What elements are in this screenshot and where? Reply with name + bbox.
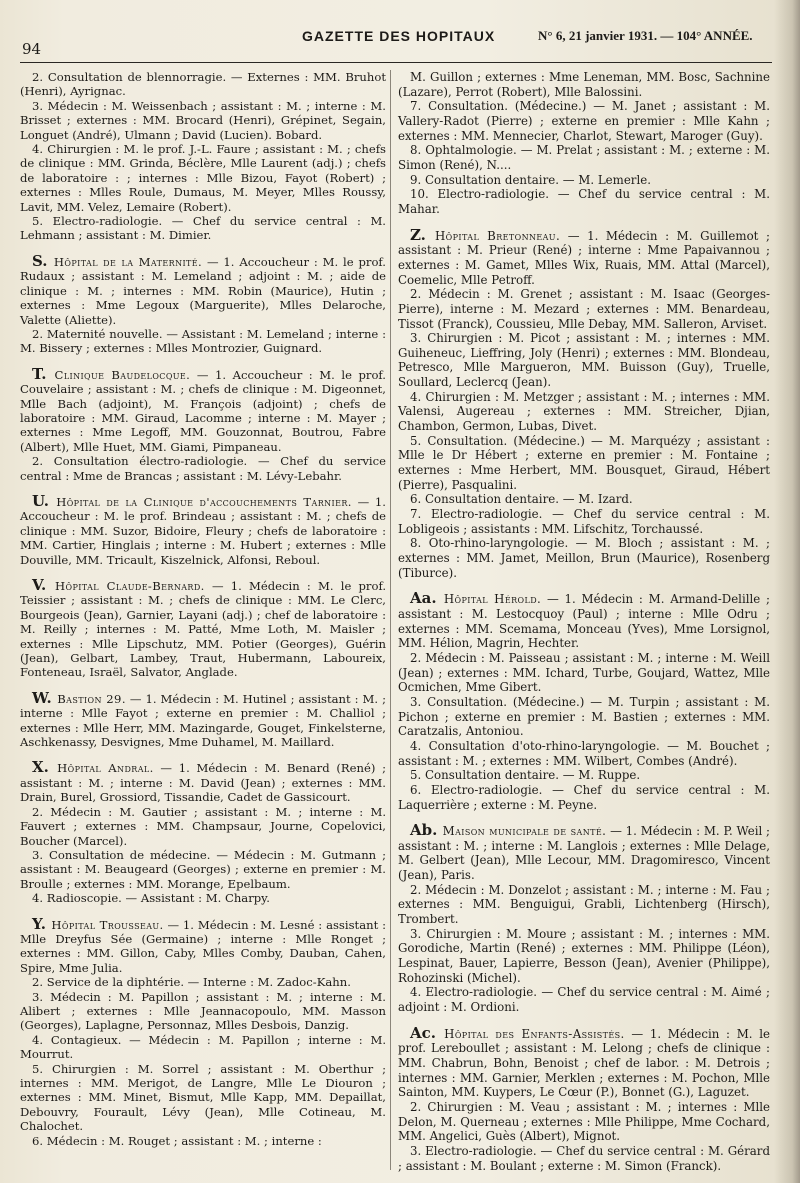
section <box>20 251 386 356</box>
paragraph-text: 4. Consultation d'oto-rhino-laryngologie. — M. Bouchet ; assistant : M. ; externes : MM. Wilbert, Combes (André). <box>398 738 770 768</box>
paragraph <box>398 695 770 739</box>
paragraph-text: 7. Electro-radiologie. — Chef du service central : M. Lobligeois ; assistants : MM. Lifschitz, Torchaussé. <box>398 507 770 536</box>
paragraph-text: 2. Consultation de blennorragie. — Externes : MM. Bruhot (Henri), Ayrignac. <box>20 70 386 99</box>
left-column <box>20 70 386 1148</box>
journal-title: GAZETTE DES HOPITAUX <box>302 28 496 44</box>
paragraph <box>20 454 386 483</box>
paragraph-text: 5. Electro-radiologie. — Chef du service central : M. Lehmann ; assistant : M. Dimier. <box>20 214 386 243</box>
section-heading: T. Clinique Baudelocque. <box>32 364 191 383</box>
paragraph-text: 4. Electro-radiologie. — Chef du service central : M. Aimé ; adjoint : M. Ordioni. <box>398 985 770 1015</box>
section-heading: Aa. Hôpital Hérold. <box>410 589 542 608</box>
paragraph-text: 2. Chirurgien : M. Veau ; assistant : M. ; internes : Mlle Delon, M. Querneau ; externes : Mlle Philippe, Mme Cochard, MM. Angelici, Guès (Albert), Mignot. <box>398 1099 770 1144</box>
paragraph <box>20 251 386 327</box>
section <box>20 688 387 750</box>
paragraph-text: — 1. Médecin : M. Lesné : assistant : Mlle Dreyfus Sée (Germaine) ; interne : Mlle Ronget ; externes : MM. Gillon, Caby, Mlles Comby, Dauban, Cahen, Spire, Mme Julia. <box>20 917 387 975</box>
paragraph <box>398 536 770 580</box>
paragraph <box>20 688 387 750</box>
section-heading: Ac. Hôpital des Enfants-Assistés. <box>410 1023 625 1042</box>
paragraph <box>398 287 770 331</box>
paragraph-text: 6. Médecin : M. Rouget ; assistant : M. ; interne : <box>32 1133 322 1148</box>
section-heading: Z. Hôpital Bretonneau. <box>410 225 561 244</box>
paragraph-text: 8. Oto-rhino-laryngologie. — M. Bloch ; assistant : M. ; externes : MM. Jamet, Meillon, Brun (Maurice), Rosenberg (Tiburce). <box>398 536 770 580</box>
section-heading: W. Bastion 29. <box>32 688 126 707</box>
paragraph <box>20 848 386 891</box>
paragraph <box>398 1100 770 1144</box>
paragraph <box>398 883 770 927</box>
section <box>398 823 770 1015</box>
paragraph-text: 3. Consultation de médecine. — Médecin : M. Gutmann ; assistant : M. Beaugeard (Georges) ; externe en premier : M. Broulle ; externes : MM. Morange, Epelbaum. <box>20 847 386 891</box>
paragraph-text: — 1. Accoucheur : M. le prof. Rudaux ; assistant : M. Lemeland ; adjoint : M. ; aide de clinique : M. ; internes : MM. Robin (Maurice), Hutin ; externes : Mme Legoux (Marguerite), Mlles Delaroche, Valette (Aliette). <box>20 254 386 327</box>
paragraph <box>20 990 386 1033</box>
paragraph-text: 8. Ophtalmologie. — M. Prelat ; assistant : M. ; externe : M. Simon (René), N.... <box>398 143 770 172</box>
section-heading: U. Hôpital de la Clinique d'accouchements Tarnier. <box>32 491 352 510</box>
paragraph <box>20 142 386 214</box>
paragraph <box>398 507 770 536</box>
paragraph-text: — 1. Médecin : M. Guillemot ; assistant : M. Prieur (René) ; interne : Mme Papaivannou ; externes : M. Gamet, Mlles Wix, Ruais, MM. Attal (Marcel), Coemelic, Mlle Petroff. <box>398 228 770 287</box>
paragraph <box>398 492 770 507</box>
paragraph <box>20 578 386 680</box>
paragraph-text: 2. Médecin : M. Paisseau ; assistant : M. ; interne : M. Weill (Jean) ; externes : MM. Ichard, Turbe, Goujard, Wattez, Mlle Ocmichen, Mme Gibert. <box>398 650 770 695</box>
paragraph <box>398 1023 770 1100</box>
paragraph-text: — 1. Médecin : M. le prof. Lereboullet ; assistant : M. Lelong ; chefs de clinique : MM. Chabrun, Bohn, Benoist ; chef de labor. : M. Detrois ; internes : MM. Garnier, Merklen ; externes : M. Pochon, Mlle Sainton, MM. Kuypers, Le Cœur (P.), Bonnet (G.), Laguzet. <box>398 1026 770 1100</box>
section <box>398 225 770 581</box>
paragraph-text: 3. Médecin : M. Weissenbach ; assistant : M. ; interne : M. Brisset ; externes : MM. Brocard (Henri), Grépinet, Segain, Longuet (André), Ulmann ; David (Lucien). Bobard. <box>20 98 386 142</box>
paragraph <box>398 1144 770 1173</box>
paragraph-text: — 1. Médecin : M. le prof. Teissier ; assistant : M. ; chefs de clinique : MM. Le Clerc, Bourgeois (Jean), Garnier, Layani (adj.) ; chef de laboratoire : M. Reilly ; internes : M. Patté, Mme Loth, M. Maisler ; externes : Mlle Lipschutz, MM. Potier (Georges), Guérin (Jean), Gelbart, Lambey, Traut, Hubermann, Laboureix, Fonteneau, Israël, Salvator, Anglade. <box>20 579 387 680</box>
section <box>20 914 387 1149</box>
paragraph <box>20 760 386 804</box>
paragraph-text: 4. Chirurgien : M. le prof. J.-L. Faure ; assistant : M. ; chefs de clinique : MM. Grinda, Béclère, Mlle Laurent (adj.) ; chefs de laboratoire : ; internes : Mlle Bizou, Fayot (Robert) ; externes : Mlles Roule, Dumaus, M. Meyer, Mlles Roussy, Lavit, MM. Velez, Lemaire (Robert). <box>20 142 386 214</box>
paragraph-text: 4. Chirurgien : M. Metzger ; assistant : M. ; internes : MM. Valensi, Augereau ; externes : MM. Streicher, Djian, Chambon, Germon, Lubas, Divet. <box>398 389 770 434</box>
paragraph-text: 3. Electro-radiologie. — Chef du service central : M. Gérard ; assistant : M. Boulant ; externe : M. Simon (Franck). <box>398 1143 770 1173</box>
paragraph-text: 9. Consultation dentaire. — M. Lemerle. <box>410 172 651 187</box>
right-column <box>398 70 770 1173</box>
paragraph <box>20 1062 386 1134</box>
paragraph-text: — 1. Médecin : M. Benard (René) ; assistant : M. ; interne : M. David (Jean) ; externes : MM. Drain, Burel, Grossiord, Tissandie, Cadet de Gassicourt. <box>20 761 386 805</box>
paragraph <box>398 434 770 493</box>
paragraph <box>398 99 770 143</box>
paragraph-text: 5. Consultation dentaire. — M. Ruppe. <box>410 768 641 783</box>
paragraph <box>20 491 386 567</box>
paragraph-text: 3. Chirurgien : M. Moure ; assistant : M. ; internes : MM. Gorodiche, Martin (René) ; externes : MM. Philippe (Léon), Lespinat, Bauer, Lapierre, Besson (Jean), Avenier (Philippe), Rohozinski (Michel). <box>398 926 770 985</box>
paragraph <box>20 891 386 905</box>
paragraph-text: — 1. Médecin : M. Armand-Delille ; assistant : M. Lestocquoy (Paul) ; interne : Mlle Odru ; externes : MM. Scemama, Monceau (Yves), Mme Lorsignol, MM. Hélion, Magrin, Hechter. <box>398 592 770 651</box>
paragraph <box>398 591 770 651</box>
paragraph <box>398 390 770 434</box>
paragraph-text: 4. Radioscopie. — Assistant : M. Charpy. <box>32 891 270 906</box>
paragraph <box>20 214 386 243</box>
paragraph <box>398 143 770 172</box>
paragraph-text: M. Guillon ; externes : Mme Leneman, MM. Bosc, Sachnine (Lazare), Perrot (Robert), Mlle Balossini. <box>398 70 770 99</box>
section <box>20 364 386 483</box>
paragraph <box>398 70 770 99</box>
paragraph-text: — 1. Médecin : M. Hutinel ; assistant : M. ; interne : Mlle Fayot ; externe en premier : M. Challiol ; externes : Mlle Herr, MM. Mazingarde, Gouget, Finkelsterne, Aschkenassy, Desvignes, Mme Duhamel, M. Maillard. <box>20 691 387 750</box>
paragraph-text: 2. Consultation électro-radiologie. — Chef du service central : Mme de Brancas ; assistant : M. Lévy-Lebahr. <box>20 454 386 483</box>
section-heading: V. Hôpital Claude-Bernard. <box>32 576 205 594</box>
section <box>398 70 770 217</box>
paragraph-text: 2. Médecin : M. Donzelot ; assistant : M. ; interne : M. Fau ; externes : MM. Benguigui, Grabli, Lichtenberg (Hirsch), Trombert. <box>398 882 770 927</box>
paragraph-text: 6. Electro-radiologie. — Chef du service central : M. Laquerrière ; externe : M. Peyne. <box>398 782 770 812</box>
paragraph <box>398 985 770 1014</box>
paragraph-text: 3. Consultation. (Médecine.) — M. Turpin ; assistant : M. Pichon ; externe en premier : M. Bastien ; externes : MM. Caratzalis, Antoniou. <box>398 694 770 739</box>
paragraph <box>20 914 387 976</box>
section-heading: S. Hôpital de la Maternité. <box>32 251 203 270</box>
paragraph <box>398 927 770 986</box>
paragraph-text: 10. Electro-radiologie. — Chef du service central : M. Mahar. <box>398 187 770 216</box>
paragraph <box>398 187 770 216</box>
page-edge-shadow <box>774 0 800 1183</box>
section <box>20 491 386 567</box>
paragraph-text: 2. Service de la diphtérie. — Interne : M. Zadoc-Kahn. <box>32 975 351 990</box>
paragraph-text: 5. Chirurgien : M. Sorrel ; assistant : M. Oberthur ; internes : MM. Merigot, de Langre, Mlle Le Diouron ; externes : MM. Minet, Bismut, Mlle Kapp, MM. Depaillat, Debouvry, Fourault, Lévy (Jean), Mlle Cotineau, M. Chalochet. <box>20 1061 386 1134</box>
paragraph-text: — 1. Médecin : M. P. Weil ; assistant : M. ; interne : M. Langlois ; externes : Mlle Delage, M. Gelbert (Jean), Mlle Lecour, MM. Dragomiresco, Vincent (Jean), Paris. <box>398 824 771 883</box>
section <box>20 760 386 905</box>
page-header <box>0 22 800 62</box>
paragraph <box>398 739 770 768</box>
paragraph-text: 4. Contagieux. — Médecin : M. Papillon ; interne : M. Mourrut. <box>20 1032 386 1062</box>
section-heading: X. Hôpital Andral. <box>32 758 154 777</box>
paragraph <box>398 173 770 188</box>
paragraph-text: 2. Médecin : M. Grenet ; assistant : M. Isaac (Georges-Pierre), interne : M. Mezard ; externes : MM. Benardeau, Tissot (Franck), Coussieu, Mlle Debay, MM. Salleron, Arviset. <box>398 287 770 331</box>
section <box>20 578 386 680</box>
paragraph <box>20 364 386 454</box>
paragraph <box>398 225 770 288</box>
column-divider <box>390 70 391 1170</box>
paragraph-text: — 1. Accoucheur : M. le prof. Brindeau ; assistant : M. ; chefs de clinique : MM. Suzor, Bidoire, Fleury ; chefs de laboratoire : MM. Cartier, Hinglais ; interne : M. Hubert ; externes : Mlle Douville, MM. Tricault, Kiszelnick, Alfonsi, Reboul. <box>20 494 386 567</box>
paragraph-text: 3. Chirurgien : M. Picot ; assistant : M. ; internes : MM. Guiheneuc, Lieffring, Joly (Henri) ; externes : MM. Blondeau, Petresco, Mlle Margueron, MM. Buisson (Guy), Truelle, Soullard, Leclercq (Jean). <box>398 331 770 390</box>
paragraph <box>398 651 770 695</box>
paragraph-text: — 1. Accoucheur : M. le prof. Couvelaire ; assistant : M. ; chefs de clinique : M. Digeonnet, Mlle Bach (adjoint), M. François (adjoint) ; chefs de laboratoire : MM. Giraud, Lacomme ; interne : M. Mayer ; externes : Mme Legoff, MM. Gouzonnat, Boutrou, Fabre (Albert), Mlle Huet, MM. Giami, Pimpaneau. <box>20 367 386 454</box>
paragraph <box>398 783 770 812</box>
section-heading: Y. Hôpital Trousseau. <box>32 914 164 933</box>
paragraph-text: 5. Consultation. (Médecine.) — M. Marquézy ; assistant : Mlle le Dr Hébert ; externe en premier : M. Fontaine ; externes : Mme Herbert, MM. Bousquet, Giraud, Hébert (Pierre), Pasqualini. <box>398 433 770 492</box>
paragraph <box>398 331 770 390</box>
issue-line: N° 6, 21 janvier 1931. — 104° ANNÉE. <box>538 28 753 43</box>
paragraph-text: 2. Maternité nouvelle. — Assistant : M. Lemeland ; interne : M. Bissery ; externes : Mlles Montrozier, Guignard. <box>20 326 386 356</box>
paragraph <box>20 327 386 356</box>
paragraph <box>20 99 386 142</box>
paragraph <box>20 1033 386 1062</box>
paragraph <box>20 70 386 99</box>
section-heading: Ab. Maison municipale de santé. <box>410 821 607 840</box>
paragraph-text: 7. Consultation. (Médecine.) — M. Janet ; assistant : M. Vallery-Radot (Pierre) ; externe en premier : Mlle Kahn ; externes : MM. Mennecier, Charlot, Stewart, Maroger (Guy). <box>398 99 770 143</box>
paragraph <box>20 975 386 989</box>
section <box>398 1023 770 1174</box>
paragraph <box>398 823 770 883</box>
header-rule <box>20 62 772 63</box>
page-number: 94 <box>22 40 42 58</box>
section <box>398 591 770 812</box>
paragraph-text: 2. Médecin : M. Gautier ; assistant : M. ; interne : M. Fauvert ; externes : MM. Champsaur, Journe, Copelovici, Boucher (Marcel). <box>20 804 386 848</box>
paragraph <box>398 768 770 783</box>
paragraph <box>20 1134 386 1148</box>
paragraph-text: 6. Consultation dentaire. — M. Izard. <box>410 492 633 507</box>
paragraph-text: 3. Médecin : M. Papillon ; assistant : M. ; interne : M. Alibert ; externes : Mlle Jeannacopoulo, MM. Masson (Georges), Laplagne, Personnaz, Mlles Desbois, Danzig. <box>20 989 386 1033</box>
paragraph <box>20 805 386 848</box>
section <box>20 70 386 243</box>
